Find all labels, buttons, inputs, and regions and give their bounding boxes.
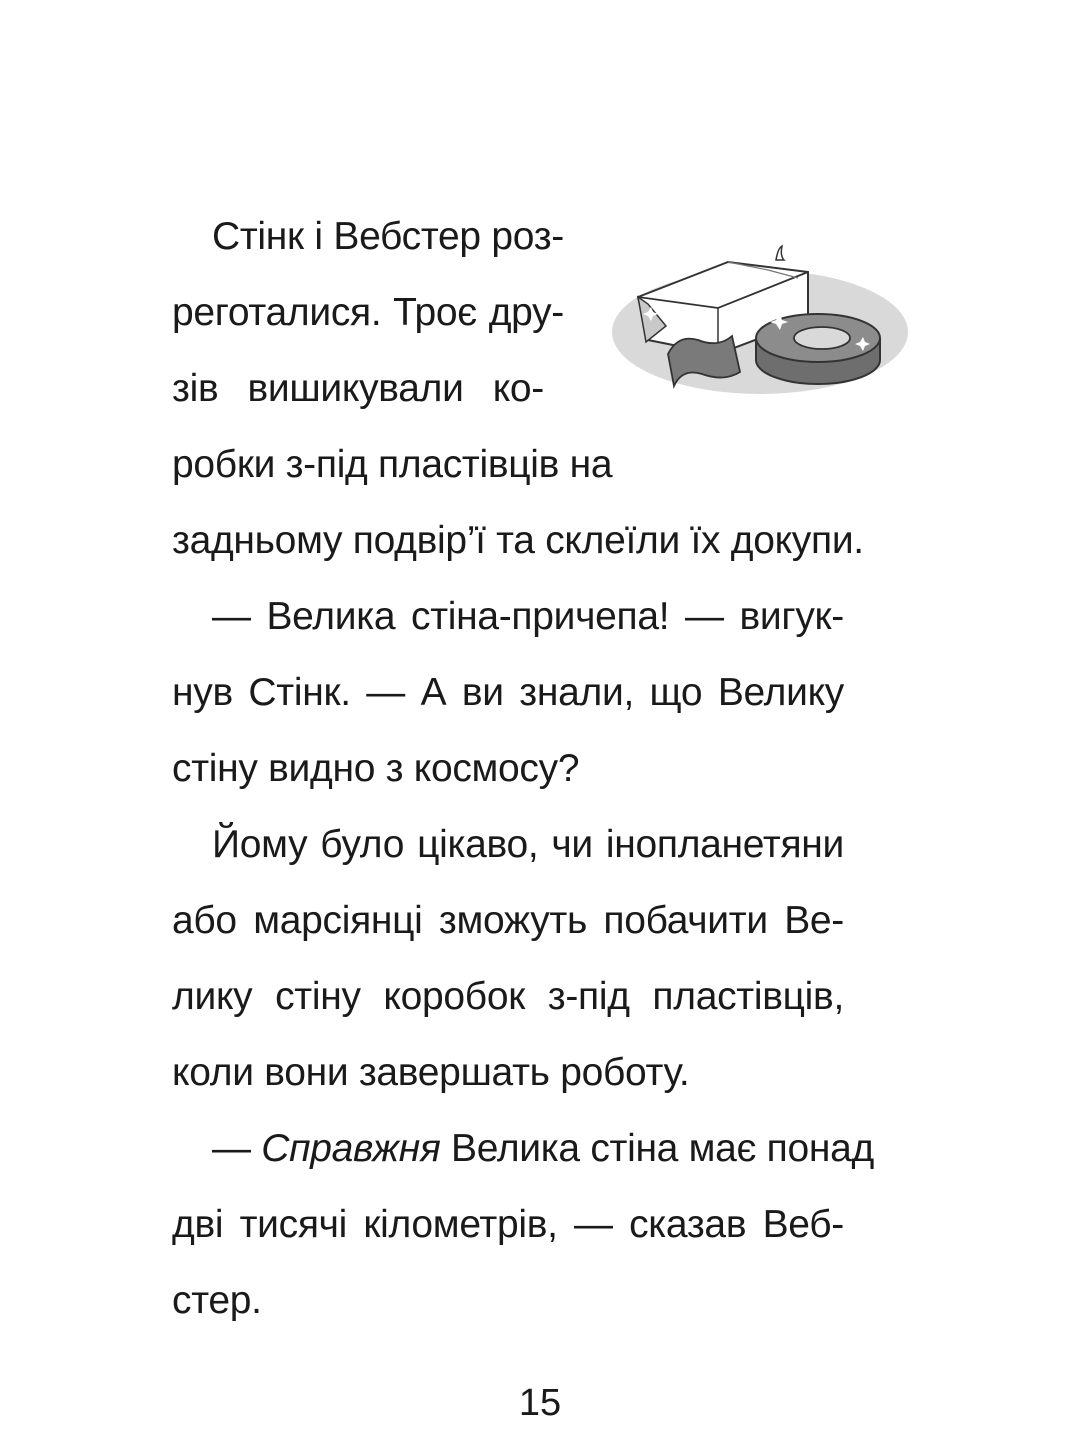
- paragraph-1-line-2: реготалися. Троє дру-: [172, 291, 564, 334]
- paragraph-1-line-1: Стінк і Вебстер роз-: [212, 215, 564, 258]
- emphasis-word: Справжня: [261, 1127, 441, 1170]
- paragraph-4-line-1: [212, 1119, 874, 1179]
- paragraph-4-line-2: дві тисячі кілометрів, — сказав Веб-: [172, 1203, 844, 1246]
- paragraph-1-line-4: робки з-під пластівців на: [172, 443, 613, 486]
- paragraph-4-line-3: стер.: [172, 1279, 262, 1322]
- paragraph-1-line-3: зів вишикували ко-: [172, 367, 544, 410]
- page-number: 15: [518, 1382, 562, 1424]
- paragraph-3-line-3: лику стіну коробок з-під пластівців,: [172, 975, 844, 1018]
- dash: —: [212, 1127, 262, 1170]
- paragraph-2-line-3: стіну видно з космосу?: [172, 747, 580, 790]
- paragraph-3-line-2: або марсіянці зможуть побачити Ве-: [172, 899, 844, 942]
- cereal-box-and-tape-icon: [608, 242, 908, 402]
- line-rest: Велика стіна має понад: [440, 1127, 874, 1170]
- paragraph-3-line-4: коли вони завершать роботу.: [172, 1051, 690, 1094]
- paragraph-3-line-1: Йому було цікаво, чи інопланетяни: [212, 823, 844, 866]
- paragraph-2-line-2: нув Стінк. — А ви знали, що Велику: [172, 671, 844, 714]
- paragraph-1-line-5: задньому подвір’ї та склеїли їх докупи.: [172, 519, 864, 562]
- paragraph-2-line-1: — Велика стіна-причепа! — вигук-: [212, 595, 844, 638]
